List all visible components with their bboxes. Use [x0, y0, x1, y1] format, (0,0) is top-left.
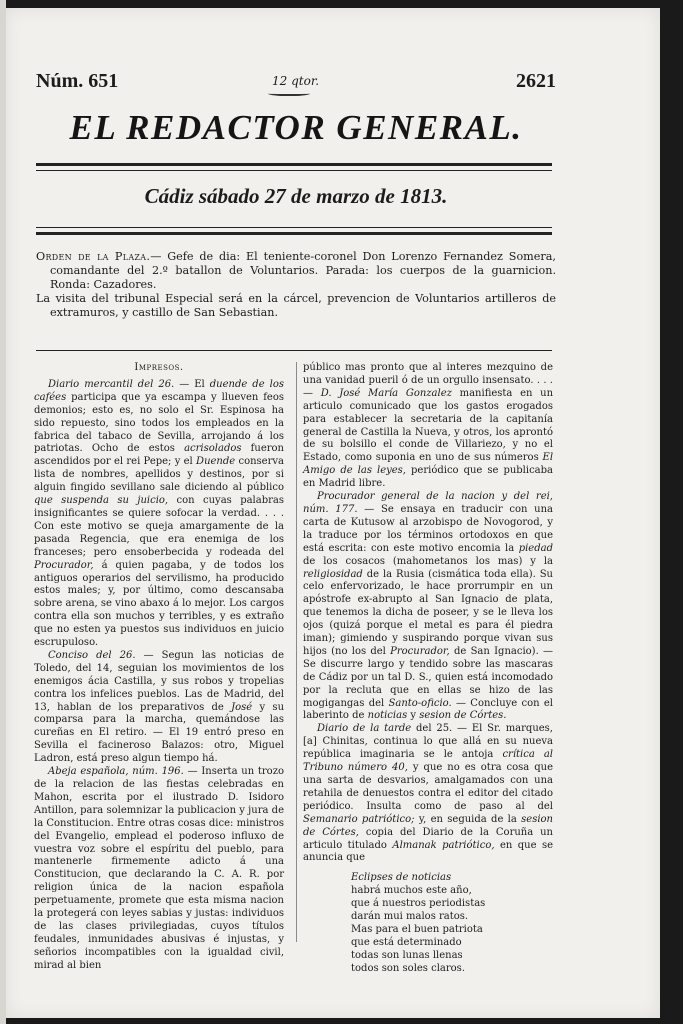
article-procurador: [303, 491, 553, 723]
text-run: Diario mercantil del 26.: [48, 378, 175, 390]
poem-line: habrá muchos este año,: [351, 885, 472, 897]
text-run: José: [231, 701, 253, 713]
text-run: acrisolados: [184, 443, 242, 455]
text-run: de San Ignacio). — Se discurre largo y tendido sobre las mascaras de Cádiz por un tal D. S., quien está incomodado por la recluta que en ellas se hizo de las mogigangas del: [303, 645, 553, 709]
poem-line: todos son soles claros.: [351, 963, 465, 975]
text-run: — Segun las noticias de Toledo, del 14, seguian los movimientos de los enemigos ácia Castilla, y sus robos y tropelias contra los infelices pueblos. Las de Madrid, del 13, hablan de los preparativos de: [34, 649, 284, 713]
poem-line: darán mui malos ratos.: [351, 911, 469, 923]
text-run: duende de los cafées: [34, 378, 284, 403]
left-column: [34, 362, 284, 973]
top-rule-thin: [36, 170, 552, 171]
poem-almanak: [351, 871, 553, 975]
text-run: copia del Diario de la Coruña un articulo titulado: [303, 826, 553, 851]
text-run: D. José María Gonzalez: [320, 387, 452, 399]
text-run: público mas pronto que al interes mezquino de una vanidad pueril ó de un orgullo insensato. . . . —: [303, 362, 553, 399]
orden-label: Orden de la Plaza.: [36, 250, 151, 263]
text-run: y, en seguida de la: [418, 813, 517, 825]
text-run: Semanario patriótico;: [303, 813, 415, 825]
header-row: [36, 70, 556, 100]
text-run: noticias: [367, 710, 408, 722]
masthead-title: EL REDACTOR GENERAL.: [69, 108, 523, 147]
text-run: conserva lista de nombres, apellidos y destinos, por si alguin fingido sevillano sale diciendo al público: [34, 456, 284, 494]
text-run: en que se anuncia que: [303, 839, 554, 864]
text-run: — El: [179, 378, 205, 390]
text-run: sesion de Córtes.: [419, 710, 507, 722]
text-run: periódico que se publicaba en Madrid libre.: [303, 465, 554, 490]
text-run: participa que ya escampa y llueven feos demonios; esto es, no solo el Sr. Espinosa ha sido repuesto, sino todos los empleados en la fabrica del tabaco de Sevilla, arrojando á los patriotas. Ocho de estos: [34, 391, 284, 455]
issue-number: Núm. 651: [36, 70, 119, 92]
text-run: Procurador,: [390, 645, 450, 657]
text-run: religiosidad: [303, 568, 363, 580]
text-run: El Amigo de las leyes,: [303, 452, 554, 477]
page-number: 2621: [516, 70, 556, 92]
article-continuation: [303, 362, 553, 491]
text-run: fueron ascendidos por el rei Pepe; y el: [34, 443, 284, 468]
poem-line: Eclipses de noticias: [351, 872, 452, 884]
text-run: Procurador general de la nacion y del rei, núm. 177.: [303, 491, 553, 515]
top-rule-thick: [36, 163, 552, 166]
text-run: crítica al Tribuno número 40,: [303, 749, 554, 774]
text-run: de los cosacos (mahometanos los mas) y la: [303, 555, 553, 567]
text-run: piedad: [518, 542, 553, 554]
text-run: Diario de la tarde: [317, 723, 412, 735]
text-run: Santo-oficio.: [388, 697, 452, 709]
quarter-mark: 12 qtor.: [272, 74, 320, 88]
text-run: — Inserta un trozo de la relacion de las fiestas celebradas en Mahon, escrita por el ilustrado D. Isidoro Antillon, para solemnizar la publicacion y jura de la Constitucion. Entre otras cosas dice: ministros del Evangelio, emplead el poderoso influxo de vuestra voz sobre el espíritu del pueblo, para mantenerle firmemente adicto á una Constitucion, que declarando la C. A. R. por religion única de la nacion española perpetuamente, promete que esta misma nacion la protegerá con leyes sabias y justas: individuos de las clases privilegiadas, cuyos títulos feudales, inmunidades abusivas é injustas, y señorios incompatibles con la igualdad civil, mirad al bien: [34, 766, 284, 971]
text-run: de la Rusia (cismática toda ella). Su celo enfervorizado, le hace prorrumpir en un apóstrofe ex-abrupto al San Ignacio de plata, que tenemos la dicha de poseer, y se le lleva los ojos (quizá porque el metal es para él piedra iman); gimiendo y suspirando porque vivan sus hijos (no los del: [303, 568, 553, 657]
text-run: á quien pagaba, y de todos los antiguos operarios del servilismo, ha producido estos males; y, por último, como descansaba sobre arena, se vino abaxo á lo mejor. Los cargos contra ella son muchos y terribles, y es extraño que no esten ya puestos sus individuos en juicio escrupuloso.: [34, 559, 284, 649]
text-run: con cuyas palabras insignificantes se quiere sofocar la verdad. . . . Con este motivo se queja amargamente de la pasada Regencia, que era enemiga de los franceses; pero ensoberbecida y rodeada del: [34, 495, 284, 558]
text-run: del 25. — El Sr. marques, [a] Chinitas, continua lo que allá en su nueva república imaginaria se le antoja: [303, 723, 553, 761]
text-run: sesion de Córtes,: [303, 813, 553, 838]
article-diario-mercantil: [34, 379, 284, 650]
text-run: Duende: [196, 456, 236, 468]
poem-line: todas son lunas llenas: [351, 950, 463, 962]
text-run: Conciso del 26.: [48, 649, 136, 661]
dateline: Cádiz sábado 27 de marzo de 1813.: [144, 184, 448, 208]
orden-de-la-plaza: [36, 250, 556, 320]
text-run: y su comparsa para la marcha, quemándose las cureñas en El retiro. — El 19 entró preso en Sevilla el facineroso Balazos: otro, Miguel Ladron, está preso algun tiempo há.: [34, 701, 285, 765]
poem-line: que á nuestros periodistas: [351, 898, 486, 910]
right-column: [303, 362, 553, 975]
poem-line: Mas para el buen patriota: [351, 924, 483, 936]
quarter-flourish: [268, 90, 310, 96]
article-diario-de-la-tarde: [303, 723, 553, 865]
column-divider: [296, 362, 297, 942]
text-run: y que no es otra cosa que una sarta de desvarios, amalgamados con una retahila de denuestos contra el editor del citado periódico. Insulta como de paso al del: [303, 762, 554, 812]
orden-text-1: — Gefe de dia: El teniente-coronel Don Lorenzo Fernandez Somera, comandante del 2.º batallon de Voluntarios. Parada: los cuerpos de la guarnicion. Ronda: Cazadores.: [50, 250, 556, 291]
text-run: y: [410, 710, 417, 722]
date-rule-thick: [36, 232, 552, 235]
text-run: — Se ensaya en traducir con una carta de Kutusow al arzobispo de Novogorod, y la traduce por los términos ortodoxos en que está escrita: con este motivo encomia la: [303, 503, 553, 554]
text-run: Almanak patriótico,: [392, 839, 495, 851]
orden-text-2: La visita del tribunal Especial será en la cárcel, prevencion de Voluntarios artilleros de extramuros, y castillo de San Sebastian.: [36, 292, 556, 319]
section-heading-impresos: Impresos.: [134, 362, 184, 373]
text-run: Procurador,: [34, 559, 94, 571]
poem-line: que está determinado: [351, 937, 462, 949]
text-run: que suspenda su juicio,: [34, 495, 169, 507]
article-abeja-espanola: [34, 766, 284, 973]
text-run: — Concluye con el laberinto de: [303, 697, 553, 722]
text-run: manifiesta en un articulo comunicado que los gastos erogados para establecer la secretaria de la capitanía general de Castilla la Nueva, y otros, los aprontó de su bolsillo el conde de Villariezo, y no el Estado, como suponia en uno de sus números: [303, 387, 554, 464]
date-rule-thin: [36, 227, 552, 228]
newspaper-page: [6, 8, 660, 1018]
text-run: Abeja española, núm. 196.: [48, 766, 184, 778]
section-rule: [36, 350, 552, 351]
article-conciso: [34, 650, 284, 766]
